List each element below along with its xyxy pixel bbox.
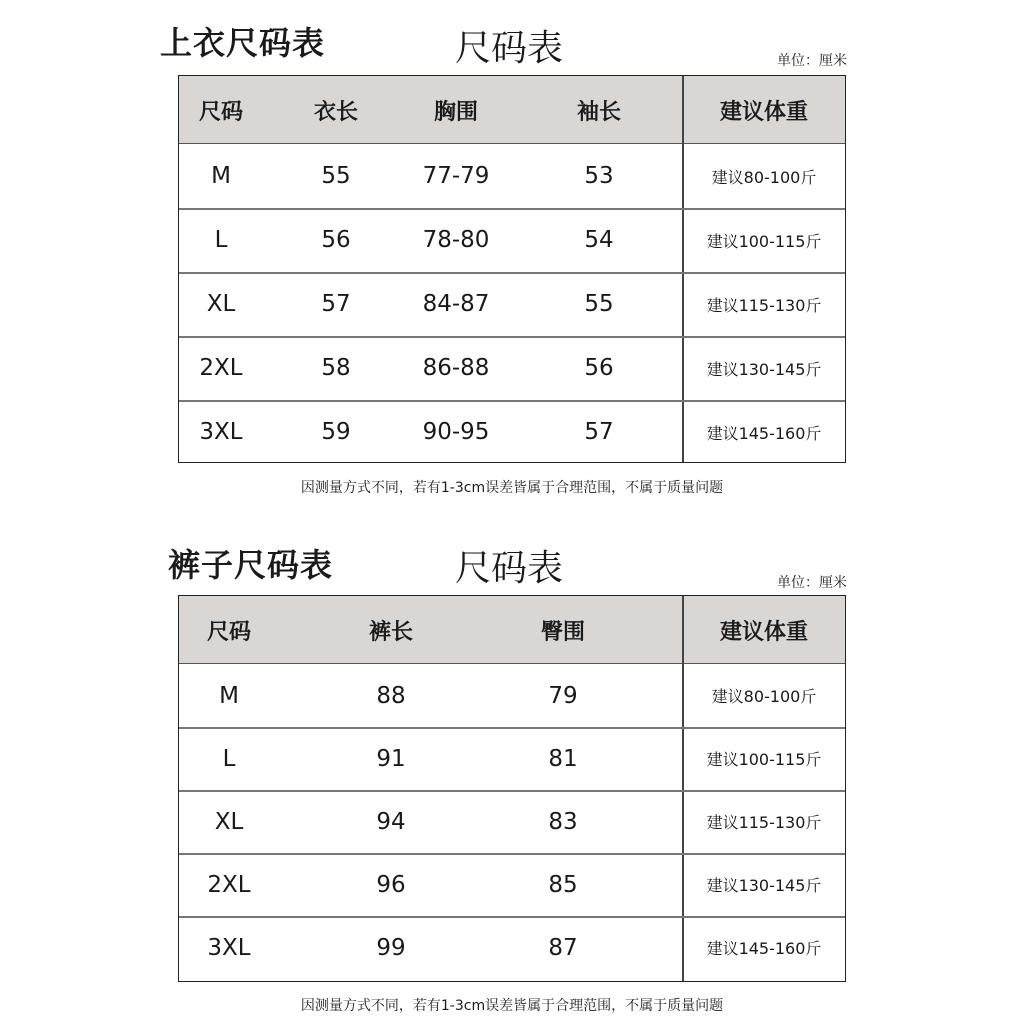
measure-cell: 55	[584, 291, 614, 317]
measure-cell: 59	[321, 419, 351, 445]
column-header: 尺码	[206, 619, 251, 645]
measure-cell: 96	[376, 871, 406, 898]
top-section-subtitle: 尺码表	[455, 28, 564, 69]
bottom-section-subtitle: 尺码表	[455, 548, 564, 589]
weight-cell: 建议115-130斤	[706, 813, 822, 832]
bottom-size-table	[178, 595, 846, 982]
weight-cell: 建议100-115斤	[706, 231, 822, 251]
column-header: 建议体重	[719, 619, 808, 645]
size-cell: 2XL	[199, 355, 243, 381]
column-header: 胸围	[433, 99, 478, 125]
bottom-unit-label: 单位：厘米	[777, 575, 847, 591]
weight-cell: 建议130-145斤	[706, 876, 822, 895]
bottom-note: 因测量方式不同，若有1-3cm误差皆属于合理范围，不属于质量问题	[300, 998, 724, 1014]
measure-cell: 81	[548, 745, 578, 772]
measure-cell: 99	[376, 934, 406, 961]
measure-cell: 53	[584, 163, 614, 189]
weight-cell: 建议115-130斤	[706, 295, 822, 315]
measure-cell: 58	[321, 355, 351, 381]
size-cell: L	[222, 745, 236, 772]
top-note: 因测量方式不同，若有1-3cm误差皆属于合理范围，不属于质量问题	[300, 480, 724, 496]
size-cell: L	[214, 227, 228, 253]
column-header: 臀围	[540, 619, 585, 645]
measure-cell: 94	[376, 808, 406, 835]
measure-cell: 54	[584, 227, 614, 253]
size-cell: XL	[206, 291, 236, 317]
measure-cell: 91	[376, 745, 406, 772]
size-cell: 3XL	[199, 419, 243, 445]
column-header: 裤长	[368, 619, 413, 645]
weight-cell: 建议145-160斤	[706, 939, 822, 958]
measure-cell: 86-88	[422, 355, 490, 381]
weight-cell: 建议100-115斤	[706, 750, 822, 769]
top-size-table	[178, 75, 846, 463]
measure-cell: 78-80	[422, 227, 490, 253]
size-cell: M	[219, 682, 239, 709]
measure-cell: 84-87	[422, 291, 490, 317]
measure-cell: 55	[321, 163, 351, 189]
measure-cell: 77-79	[422, 163, 490, 189]
top-unit-label: 单位：厘米	[777, 53, 847, 69]
measure-cell: 79	[548, 682, 578, 709]
measure-cell: 56	[584, 355, 614, 381]
measure-cell: 56	[321, 227, 351, 253]
weight-cell: 建议80-100斤	[711, 687, 817, 706]
measure-cell: 83	[548, 808, 578, 835]
top-section-title: 上衣尺码表	[160, 24, 326, 62]
column-header: 尺码	[198, 99, 243, 125]
size-cell: 2XL	[207, 871, 251, 898]
measure-cell: 87	[548, 934, 578, 961]
weight-cell: 建议80-100斤	[711, 167, 817, 187]
measure-cell: 90-95	[422, 419, 490, 445]
column-header: 建议体重	[719, 99, 808, 125]
measure-cell: 57	[321, 291, 351, 317]
column-header: 衣长	[313, 99, 358, 125]
measure-cell: 85	[548, 871, 578, 898]
measure-cell: 88	[376, 682, 406, 709]
column-header: 袖长	[576, 99, 621, 125]
measure-cell: 57	[584, 419, 614, 445]
bottom-section-title: 裤子尺码表	[168, 546, 334, 584]
size-cell: 3XL	[207, 934, 251, 961]
weight-cell: 建议145-160斤	[706, 423, 822, 443]
size-cell: M	[211, 163, 231, 189]
weight-cell: 建议130-145斤	[706, 359, 822, 379]
size-cell: XL	[214, 808, 244, 835]
